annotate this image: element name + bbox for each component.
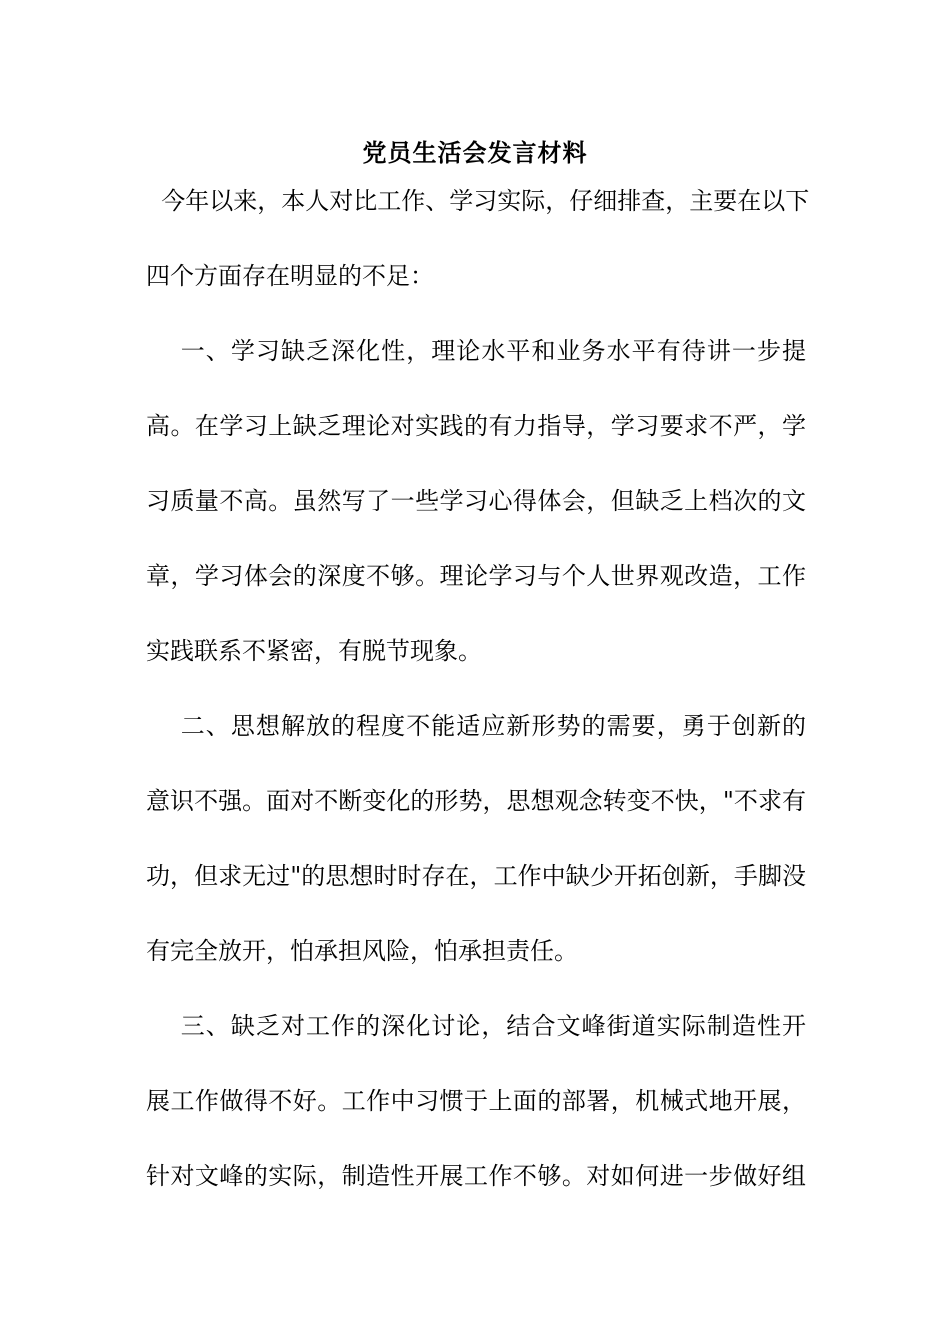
paragraph-line: 今年以来，本人对比工作、学习实际，仔细排查，主要在以下 [146,187,810,215]
paragraph-line: 习质量不高。虽然写了一些学习心得体会，但缺乏上档次的文 [146,487,806,515]
paragraph-line: 四个方面存在明显的不足： [146,262,434,290]
page-title: 党员生活会发言材料 [362,138,588,167]
paragraph-line: 一、学习缺乏深化性，理论水平和业务水平有待讲一步提 [146,337,806,365]
paragraph-line: 针对文峰的实际，制造性开展工作不够。对如何进一步做好组 [146,1162,806,1190]
paragraph-line: 高。在学习上缺乏理论对实践的有力指导，学习要求不严，学 [146,412,806,440]
paragraph-line: 三、缺乏对工作的深化讨论，结合文峰街道实际制造性开 [146,1012,806,1040]
paragraph-line: 二、思想解放的程度不能适应新形势的需要，勇于创新的 [146,712,806,740]
paragraph-line: 意识不强。面对不断变化的形势，思想观念转变不快，"不求有 [146,787,806,815]
paragraph-line: 有完全放开，怕承担风险，怕承担责任。 [146,937,578,965]
paragraph-line: 展工作做得不好。工作中习惯于上面的部署，机械式地开展， [146,1087,806,1115]
paragraph-line: 功，但求无过"的思想时时存在，工作中缺少开拓创新，手脚没 [146,862,806,890]
paragraph-line: 章，学习体会的深度不够。理论学习与个人世界观改造，工作 [146,562,806,590]
paragraph-line: 实践联系不紧密，有脱节现象。 [146,637,482,665]
